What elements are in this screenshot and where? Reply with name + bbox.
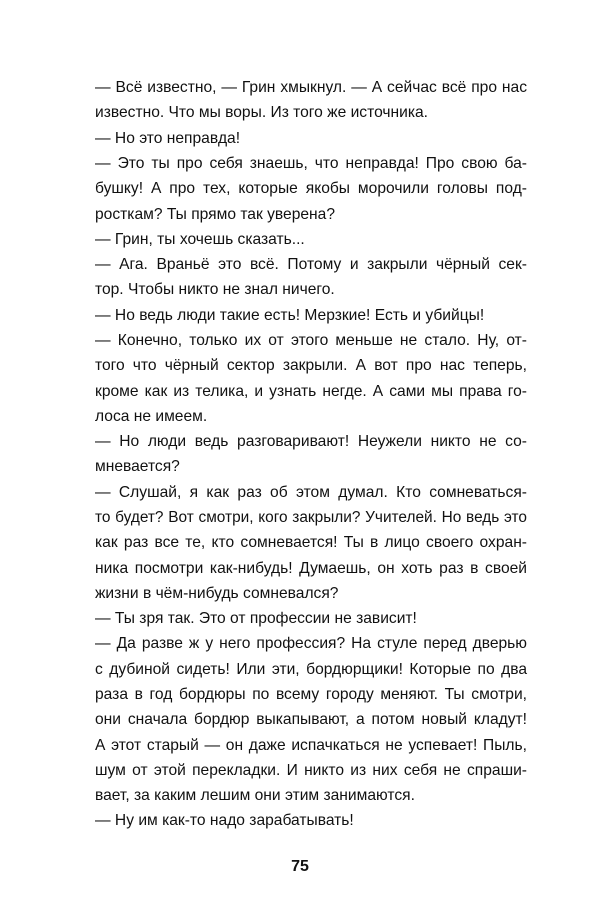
text-line: — Но ведь люди такие есть! Мерзкие! Есть и убийцы! — [95, 307, 485, 324]
text-line: — Ну им как-то надо зарабатывать! — [95, 812, 354, 829]
text-line: — Конечно, только их от этого меньше не стало. Ну, от- — [95, 332, 527, 349]
text-line: как раз все те, кто сомневается! Ты в лицо своего охран- — [95, 534, 527, 551]
text-line: вает, за каким лешим они этим занимаются. — [95, 787, 415, 804]
text-line: — Да разве ж у него профессия? На стуле перед дверью — [95, 635, 527, 652]
text-line: — Но это неправда! — [95, 130, 241, 147]
text-line: лоса не имеем. — [95, 408, 208, 425]
text-line: — Слушай, я как раз об этом думал. Кто сомневаться- — [95, 484, 527, 501]
page-number: 75 — [291, 858, 309, 875]
text-line: бушку! А про тех, которые якобы морочили головы под- — [95, 180, 527, 197]
text-line: тор. Чтобы никто не знал ничего. — [95, 281, 335, 298]
text-line: жизни в чём-нибудь сомневался? — [95, 585, 339, 602]
text-line: кроме как из телика, и узнать негде. А сами мы права го- — [95, 383, 527, 400]
text-line: того что чёрный сектор закрыли. А вот про нас теперь, — [95, 357, 527, 374]
text-line: — Грин, ты хочешь сказать... — [95, 231, 305, 248]
text-line: — Это ты про себя знаешь, что неправда! Про свою ба- — [95, 155, 527, 172]
text-line: они сначала бордюр выкапывают, а потом новый кладут! — [95, 711, 527, 728]
text-line: ника посмотри как-нибудь! Думаешь, он хоть раз в своей — [95, 560, 527, 577]
text-line: раза в год бордюры по всему городу меняют. Ты смотри, — [95, 686, 527, 703]
text-line: известно. Что мы воры. Из того же источника. — [95, 104, 429, 121]
text-line: — Ты зря так. Это от профессии не зависит! — [95, 610, 417, 627]
text-line: — Ага. Враньё это всё. Потому и закрыли чёрный сек- — [95, 256, 527, 273]
text-line: мневается? — [95, 458, 180, 475]
text-line: А этот старый — он даже испачкаться не успевает! Пыль, — [95, 737, 527, 754]
text-line: с дубиной сидеть! Или эти, бордюрщики! Которые по два — [95, 661, 527, 678]
text-line: — Но люди ведь разговаривают! Неужели никто не со- — [95, 433, 527, 450]
text-line: шум от этой перекладки. И никто из них себя не спраши- — [95, 762, 527, 779]
text-line: то будет? Вот смотри, кого закрыли? Учителей. Но ведь это — [95, 509, 527, 526]
text-line: росткам? Ты прямо так уверена? — [95, 206, 336, 223]
text-line: — Всё известно, — Грин хмыкнул. — А сейчас всё про нас — [95, 79, 527, 96]
